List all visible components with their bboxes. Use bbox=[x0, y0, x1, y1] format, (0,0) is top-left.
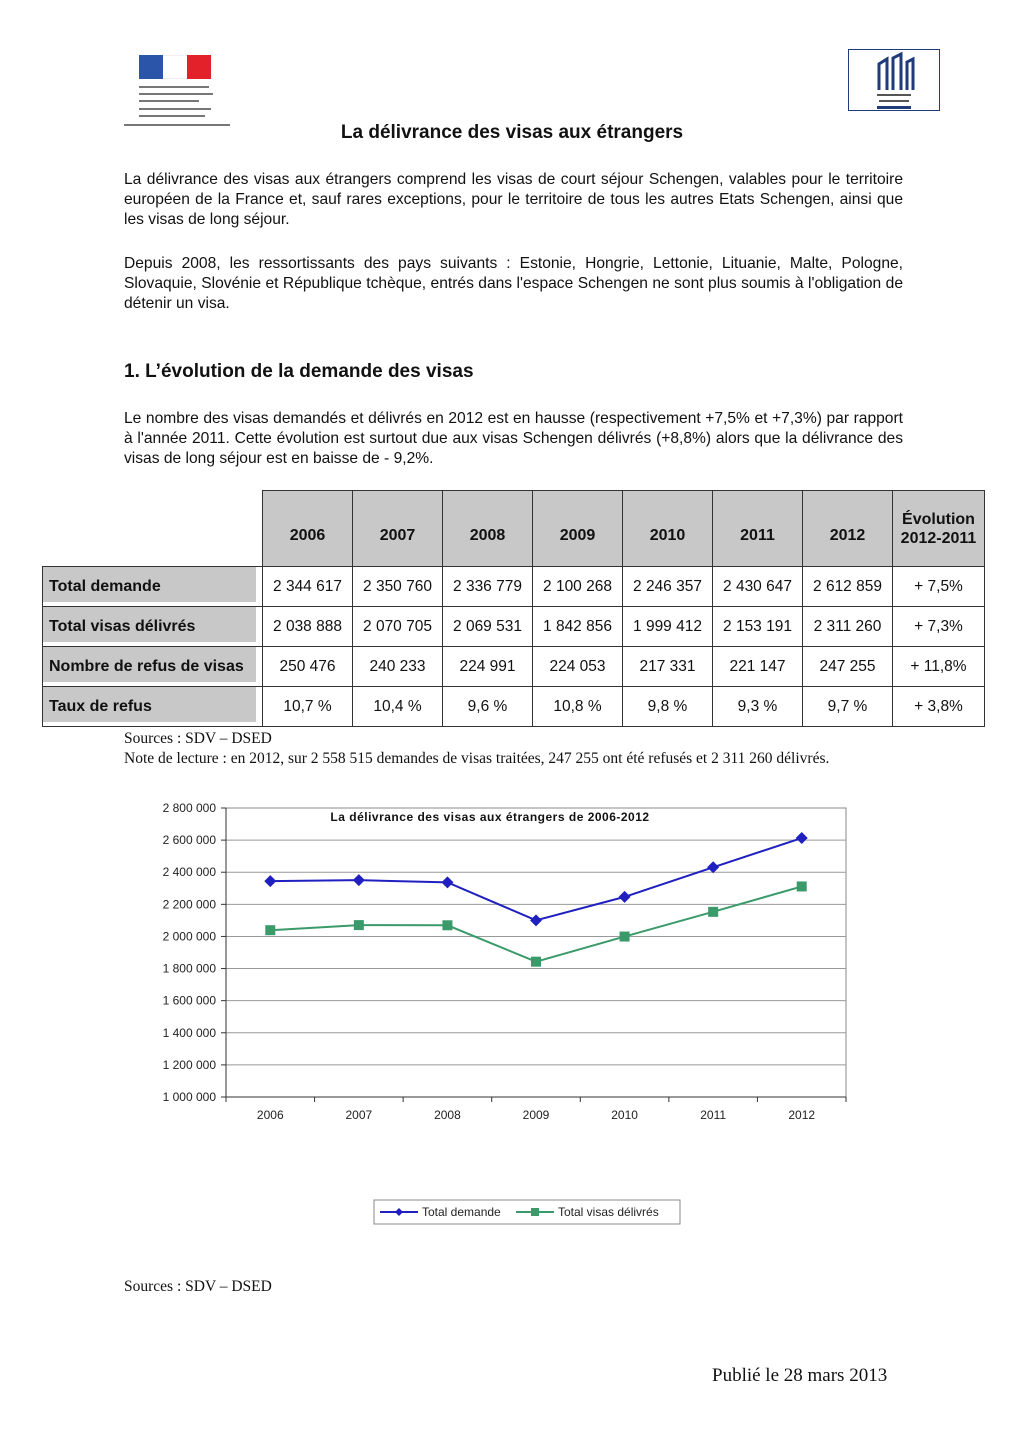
y-tick-label: 2 400 000 bbox=[162, 865, 216, 880]
row-label: Total visas délivrés bbox=[43, 607, 263, 647]
table-cell: 2 350 760 bbox=[353, 567, 443, 607]
evolution-cell: + 7,3% bbox=[893, 607, 985, 647]
table-cell: 2 100 268 bbox=[533, 567, 623, 607]
data-point bbox=[442, 920, 452, 930]
plot-area bbox=[226, 808, 846, 1097]
x-tick-label: 2008 bbox=[434, 1108, 461, 1122]
table-cell: 2 070 705 bbox=[353, 607, 443, 647]
year-header: 2009 bbox=[533, 491, 623, 567]
table-cell: 224 991 bbox=[443, 647, 533, 687]
ministry-logo bbox=[122, 52, 232, 130]
year-header: 2007 bbox=[353, 491, 443, 567]
y-tick-label: 1 400 000 bbox=[162, 1025, 216, 1040]
x-tick-label: 2007 bbox=[345, 1108, 373, 1122]
y-tick-label: 2 200 000 bbox=[162, 897, 216, 912]
table-cell: 9,8 % bbox=[623, 687, 713, 727]
table-row bbox=[43, 687, 985, 727]
table-cell: 217 331 bbox=[623, 647, 713, 687]
table-cell: 1 999 412 bbox=[623, 607, 713, 647]
year-header: 2006 bbox=[263, 491, 353, 567]
table-cell: 2 336 779 bbox=[443, 567, 533, 607]
data-point bbox=[354, 920, 364, 930]
visa-statistics-table bbox=[42, 490, 985, 727]
intro-paragraph-2: Depuis 2008, les ressortissants des pays suivants : Estonie, Hongrie, Lettonie, Lituanie, Malte, Pologne, Slovaquie, Slovénie et République tchèque, entrés dans l'espace Schengen ne sont plus soumis à l'obligation de détenir un visa. bbox=[124, 255, 903, 312]
table-row bbox=[43, 607, 985, 647]
table-corner bbox=[43, 491, 263, 567]
data-point bbox=[708, 907, 718, 917]
y-tick-label: 2 600 000 bbox=[162, 833, 216, 848]
table-row bbox=[43, 647, 985, 687]
table-cell: 2 069 531 bbox=[443, 607, 533, 647]
year-header: 2008 bbox=[443, 491, 533, 567]
evolution-header: Évolution 2012-2011 bbox=[893, 491, 985, 567]
data-point bbox=[620, 932, 630, 942]
french-flag-icon bbox=[139, 55, 211, 79]
table-sources: Sources : SDV – DSED bbox=[124, 730, 272, 747]
document-title: La délivrance des visas aux étrangers bbox=[340, 122, 684, 143]
y-tick-label: 1 600 000 bbox=[162, 993, 216, 1008]
chart-sources: Sources : SDV – DSED bbox=[124, 1278, 272, 1295]
table-cell: 2 344 617 bbox=[263, 567, 353, 607]
row-label: Total demande bbox=[43, 567, 263, 607]
statistique-publique-logo bbox=[848, 49, 940, 111]
section-heading: 1. L’évolution de la demande des visas bbox=[124, 361, 474, 382]
y-tick-label: 1 200 000 bbox=[162, 1057, 216, 1072]
reading-note: Note de lecture : en 2012, sur 2 558 515 demandes de visas traitées, 247 255 ont été refusés et 2 311 260 délivrés. bbox=[124, 750, 830, 767]
table-cell: 2 246 357 bbox=[623, 567, 713, 607]
table-cell: 10,4 % bbox=[353, 687, 443, 727]
y-tick-label: 1 000 000 bbox=[162, 1090, 216, 1104]
year-header: 2012 bbox=[803, 491, 893, 567]
table-cell: 10,7 % bbox=[263, 687, 353, 727]
table-cell: 247 255 bbox=[803, 647, 893, 687]
legend-label: Total visas délivrés bbox=[558, 1205, 659, 1219]
table-cell: 1 842 856 bbox=[533, 607, 623, 647]
table-cell: 9,3 % bbox=[713, 687, 803, 727]
table-header-row bbox=[43, 491, 985, 567]
table-row bbox=[43, 567, 985, 607]
evolution-cell: + 7,5% bbox=[893, 567, 985, 607]
table-cell: 9,7 % bbox=[803, 687, 893, 727]
legend-label: Total demande bbox=[422, 1205, 501, 1219]
table-cell: 2 612 859 bbox=[803, 567, 893, 607]
visa-line-chart bbox=[130, 796, 870, 1236]
table-cell: 221 147 bbox=[713, 647, 803, 687]
row-label: Taux de refus bbox=[43, 687, 263, 727]
table-cell: 224 053 bbox=[533, 647, 623, 687]
y-tick-label: 2 000 000 bbox=[162, 929, 216, 944]
x-tick-label: 2012 bbox=[788, 1108, 816, 1122]
row-label: Nombre de refus de visas bbox=[43, 647, 263, 687]
evolution-cell: + 11,8% bbox=[893, 647, 985, 687]
data-point bbox=[265, 925, 275, 935]
intro-paragraph-1: La délivrance des visas aux étrangers comprend les visas de court séjour Schengen, valables pour le territoire européen de la France et, sauf rares exceptions, pour le territoire de tous les autres Etats Schengen, ainsi que les visas de long séjour. bbox=[124, 171, 903, 228]
table-cell: 9,6 % bbox=[443, 687, 533, 727]
table-cell: 2 038 888 bbox=[263, 607, 353, 647]
data-point bbox=[797, 881, 807, 891]
table-cell: 250 476 bbox=[263, 647, 353, 687]
table-cell: 2 153 191 bbox=[713, 607, 803, 647]
y-tick-label: 1 800 000 bbox=[162, 961, 216, 976]
table-cell: 2 430 647 bbox=[713, 567, 803, 607]
year-header: 2010 bbox=[623, 491, 713, 567]
data-point bbox=[531, 957, 541, 967]
legend-marker bbox=[531, 1208, 539, 1216]
x-tick-label: 2011 bbox=[700, 1108, 727, 1122]
x-tick-label: 2009 bbox=[522, 1108, 550, 1122]
chart-title: La délivrance des visas aux étrangers de 2006-2012 bbox=[330, 810, 650, 824]
y-tick-label: 2 800 000 bbox=[162, 801, 216, 815]
section-paragraph: Le nombre des visas demandés et délivrés en 2012 est en hausse (respectivement +7,5% et +7,3%) par rapport à l'année 2011. Cette évolution est surtout due aux visas Schengen délivrés (+8,8%) alors que la délivrance des visas de long séjour est en baisse de - 9,2%. bbox=[124, 410, 903, 467]
publication-date: Publié le 28 mars 2013 bbox=[712, 1365, 888, 1386]
x-tick-label: 2006 bbox=[256, 1108, 284, 1122]
evolution-cell: + 3,8% bbox=[893, 687, 985, 727]
year-header: 2011 bbox=[713, 491, 803, 567]
table-cell: 240 233 bbox=[353, 647, 443, 687]
x-tick-label: 2010 bbox=[611, 1108, 638, 1122]
table-cell: 2 311 260 bbox=[803, 607, 893, 647]
table-cell: 10,8 % bbox=[533, 687, 623, 727]
